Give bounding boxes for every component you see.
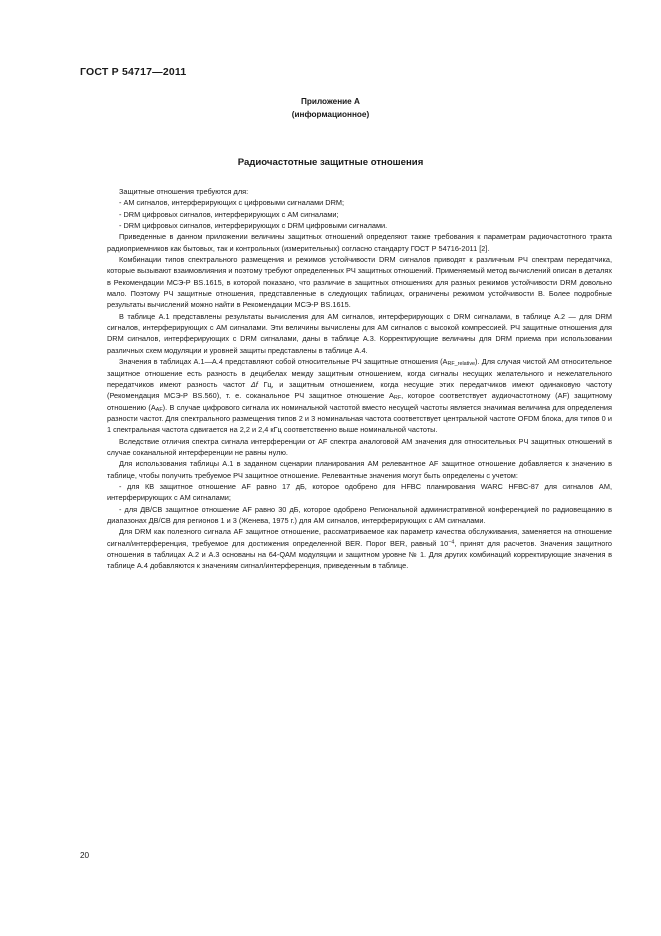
p4-text-c: Гц, и защитным отношением, когда несущие этих передатчиков имеют одинаковую частоту (Рекомендация МСЭ-Р BS.560), т. е. соканальное РЧ защитное отношение A: [107, 379, 613, 401]
page-number: 20: [80, 851, 90, 860]
annex-type: (информационное): [291, 110, 370, 119]
p9-sup-exponent: −4: [448, 539, 455, 546]
p4-text-b: ). Для случая чистой АМ относительное защитное отношение есть разность в децибелах между защитным отношением, когда сигналы несущих желательного и нежелательного передатчиков имеют разность частот: [107, 357, 612, 389]
paragraph-relative-ratios: [107, 356, 612, 435]
annex-label: Приложение А: [301, 97, 360, 106]
intro-lead: Защитные отношения требуются для:: [119, 187, 249, 196]
paragraph-requirements: Приведенные в данном приложении величины защитных отношений определяют также требования к параметрам радиочастотного тракта радиоприемников как бытовых, так и контрольных (измерительных) согласно стандарту ГОСТ Р 54716-2011 [2].: [107, 232, 612, 253]
p4-text-d: , которое соответствует аудиочастотному (AF) защитному отношению (A: [107, 391, 612, 412]
p4-sub-rf: RF: [393, 395, 402, 402]
standard-header: ГОСТ Р 54717—2011: [80, 66, 187, 78]
p4-sub-af: AF: [155, 406, 163, 413]
p9-text-b: , принят для расчетов. Значения защитного отношения в таблицах А.2 и А.3 основаны на 64-QAM модуляции и защитном уровне № 1. Для других комбинаций корректирующие значения в таблице А.4 добавляются к значениям сигнал/интерференция, приведенным в таблице.: [107, 538, 612, 571]
section-title: Радиочастотные защитные отношения: [237, 157, 424, 168]
paragraph-drm-ber: [107, 526, 612, 571]
paragraph-planning: Для использования таблицы А.1 в заданном сценарии планирования АМ релевантное AF защитное отношение добавляется к значению в таблице, чтобы получить требуемое РЧ защитное отношение. Релевантные значения могут быть определены с учетом:: [107, 459, 612, 480]
p4-delta-f: Δf: [250, 379, 258, 389]
p4-text-e: ). В случае цифрового сигнала их номинальной частотой вместо несущей частоты является значимая величина для определения разности частот. Для спектрального размещения типов 2 и 3 номинальная частота соответствует центральной частоте OFDM блока, для типов 0 и 1 спектральная частота сдвигается на 2,2 и 2,4 кГц соответственно выше номинальной частоты.: [107, 402, 613, 435]
p4-text-a: Значения в таблицах А.1—А.4 представляют собой относительные РЧ защитные отношения (A: [119, 357, 448, 367]
p9-text-a: Для DRM как полезного сигнала AF защитное отношение, рассматриваемое как параметр качества обслуживания, заменяется на отношение сигнал/интерференция, требуемое для достижения определенной BER. Порог BER, равный 10: [107, 527, 612, 548]
document-body: [107, 186, 612, 572]
paragraph-spectrum: Комбинации типов спектрального размещения и режимов устойчивости DRM сигналов приводят к различным РЧ спектрам передатчика, которые вызывают взаимовлияния и поэтому требуют определенных РЧ защитных отношений. Применяемый метод вычислений описан в деталях в Рекомендации МСЭ-Р BS.1615, в которой показано, что различие в защитных отношениях для разных режимов устойчивости DRM довольно мало. Поэтому РЧ защитные отношения, представленные в следующих таблицах, ограничены режимом устойчивости В. Более подробные результаты вычислений можно найти в Рекомендации МСЭ-Р BS.1615.: [107, 255, 612, 310]
paragraph-lf-mf: - для ДВ/СВ защитное отношение AF равно 30 дБ, которое одобрено Региональной административной конференцией по радиовещанию в диапазонах ДВ/СВ для регионов 1 и 3 (Женева, 1975 г.) для АМ сигналов, интерферирующих с АМ сигналами.: [107, 504, 612, 525]
paragraph-cochannel: Вследствие отличия спектра сигнала интерференции от AF спектра аналоговой АМ значения для относительных РЧ защитных отношений в случае соканальной интерференции не равны нулю.: [107, 436, 612, 457]
paragraph-tables: В таблице А.1 представлены результаты вычисления для АМ сигналов, интерферирующих с DRM сигналами, в таблице А.2 — для DRM сигналов, интерферирующих с АМ сигналами. Эти величины вычислены для АМ сигналов с высокой компрессией. РЧ защитные отношения для DRM сигналов, интерферирующих с DRM сигналами, даны в таблице А.3. Корректирующие величины для DRM приема при использовании различных схем модуляции и уровней защиты представлены в таблице А.4.: [107, 311, 612, 355]
paragraph-hf: - для КВ защитное отношение AF равно 17 дБ, которое одобрено для HFBC планирования WARC HFBC-87 для сигналов АМ, интерферирующих с АМ сигналами;: [107, 481, 612, 503]
intro-item: - DRM цифровых сигналов, интерферирующих с DRM цифровыми сигналами.: [119, 221, 388, 231]
intro-item: - АМ сигналов, интерферирующих с цифровыми сигналами DRM;: [119, 198, 345, 208]
intro-item: - DRM цифровых сигналов, интерферирующих с АМ сигналами;: [119, 209, 339, 219]
p4-sub-rf-relative: RF_relative: [447, 361, 476, 368]
